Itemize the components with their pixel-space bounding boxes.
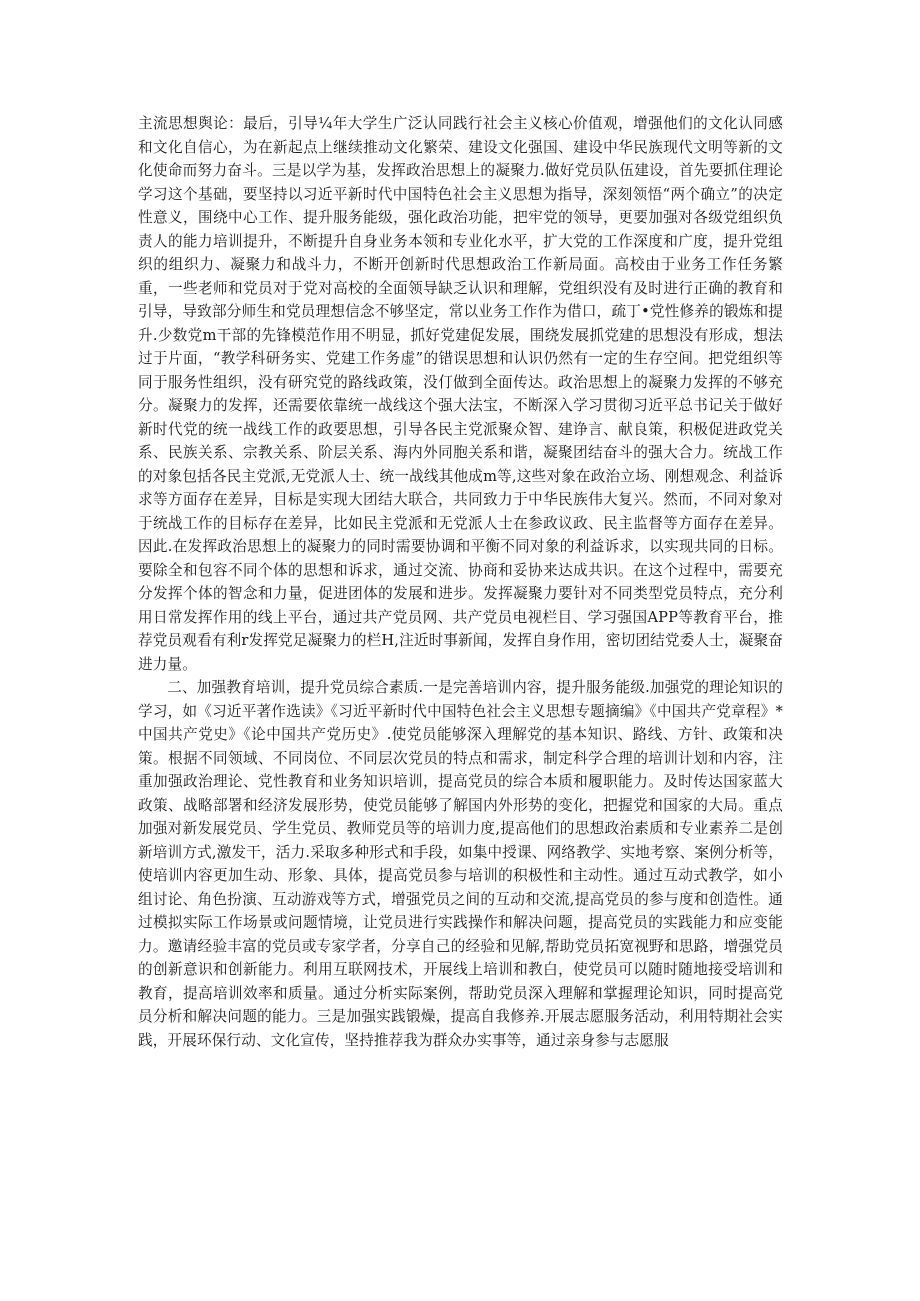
paragraph-1: 主流思想舆论：最后，引导¼年大学生广泛认同践行社会主义核心价值观，增强他们的文化认同感和文化自信心，为在新起点上继续推动文化繁荣、建设文化强国、建设中华民族现代文明等新的文化使命而努力奋斗。三是以学为基，发挥政治思想上的凝聚力.做好党员队伍建设，首先要抓住理论学习这个基础，要坚持以习近平新时代中国特色社会主义思想为指导，深刻领悟“两个确立”的决定性意义，围绕中心工作、提升服务能级，强化政治功能，把牢党的领导，更要加强对各级党组织负责人的能力培训提升，不断提升自身业务本领和专业化水平，扩大党的工作深度和广度，提升党组织的组织力、凝聚力和战斗力，不断开创新时代思想政治工作新局面。高校由于业务工作任务繁重，一些老师和党员对于党对高校的全面领导缺乏认识和理解，党组织没有及时进行正确的教育和引导，导致部分师生和党员理想信念不够坚定，常以业务工作作为借口，疏丁•党性修养的锻炼和提升.少数党m干部的先锋模范作用不明显，抓好党建促发展，围绕发展抓党建的思想没有形成，想法过于片面，“教学科研务实、党建工作务虚”的错误思想和认识仍然有一定的生存空间。把党组织等同于服务性组织，没有研究党的路线政策，没仃做到全面传达。政治思想上的凝聚力发挥的不够充分。凝聚力的发挥，还需要依靠统一战线这个强大法宝，不断深入学习贯彻习近平总书记关于做好新时代党的统一战线工作的政要思想，引导各民主党派聚众智、建诤言、献良策，积极促进政党关系、民族关系、宗教关系、阶层关系、海内外同胞关系和谐，凝聚团结奋斗的强大合力。统战工作的对象包括各民主党派,无党派人士、统一战线其他成m等,这些对象在政治立场、刚想观念、利益诉求等方面存在差异，目标是实现大团结大联合，共同致力于中华民族伟大复兴。然而，不同对象对于统战工作的目标存在差异，比如民主党派和无党派人士在参政议政、民主监督等方面存在差异。因此.在发挥政治思想上的凝聚力的同时需要协调和平衡不同对象的利益诉求，以实现共同的日标。要除全和包容不同个体的思想和诉求，通过交流、协商和妥协来达成共识。在这个过程中，需要充分发挥个体的智念和力量，促进团体的发展和进步。发挥凝聚力要针对不同类型党员特点，充分利用日常发挥作用的线上平台，通过共产党员网、共产党员电视栏目、学习强国APP等教育平台，推荐党员观看有利r发挥党足凝聚力的栏H,注近时事新闻，发挥自身作用，密切团结党委人士，凝聚奋进力量。 [138,115,783,673]
paragraph-2: 二、加强教育培训，提升党员综合素质.一是完善培训内容，提升服务能级.加强党的理论知识的学习，如《习近平著作选读》《习近平新时代中国特色社会主义思想专题摘编》《中国共产党章程》*中国共产党史》《论中国共产党历史》.使党员能够深入理解党的基本知识、路线、方针、政策和决策。根据不同领域、不同岗位、不同层次党员的特点和需求，制定科学合理的培训计划和内容，注重加强政治理论、党性教育和业务知识培训，提高党员的综合本质和履职能力。及时传达国家蓝大政策、战略部署和经济发展形势，使党员能够了解国内外形势的变化，把握党和国家的大局。重点加强对新发展党员、学生党员、教师党员等的培训力度,提高他们的思想政治素质和专业素养二是创新培训方式,激发干，活力.采取多种形式和手段，如集中授课、网络教学、实地考察、案例分析等，使培训内容更加生动、形象、具体，提高党员参与培训的积极性和主动性。通过互动式教学，如小组讨论、角色扮演、互动游戏等方式，增强党员之间的互动和交流,提高党员的参与度和创造性。通过模拟实际工作场景或问题情境，让党员进行实践操作和解决问题，提高党员的实践能力和应变能力。邀请经验丰富的党员或专家学者，分享自己的经验和见解,帮助党员拓宽视野和思路，增强党员的创新意识和创新能力。利用互联网技术，开展线上培训和教白，使党员可以随时随地接受培训和教育，提高培训效率和质量。通过分析实际案例，帮助党员深入理解和掌握理论知识，同时提高党员分析和解决问题的能力。三是加强实践锻燥，提高自我修养.开展志愿服务活动，利用特期社会实践，开展环保行动、文化宣传，坚持推荐我为群众办实事等，通过亲身参与志愿服 [138,679,783,1049]
document-page [138,112,783,1052]
